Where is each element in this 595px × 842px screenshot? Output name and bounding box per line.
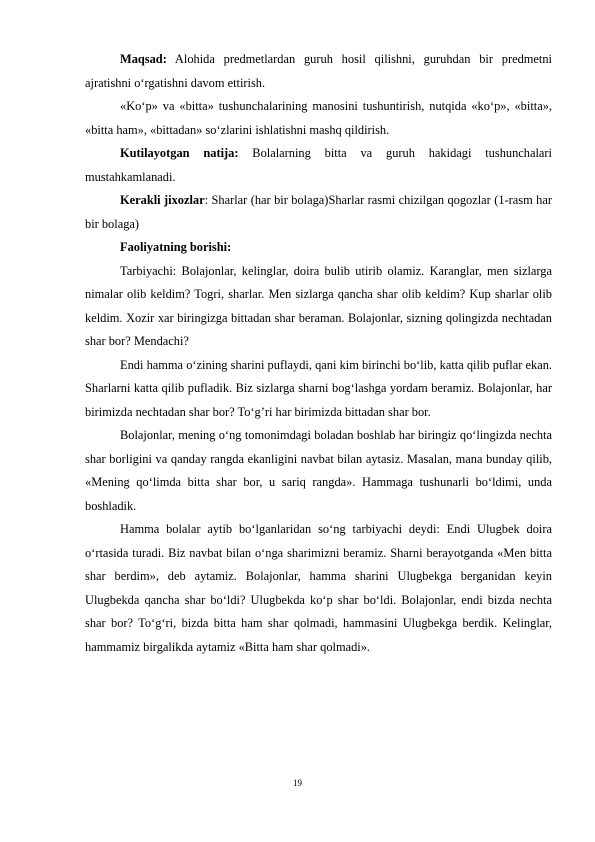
- activity-heading: Faoliyatning borishi:: [120, 240, 232, 254]
- expected-result-label: Kutilayotgan natija:: [120, 146, 239, 160]
- goal-continuation-paragraph: «Ko‘p» va «bitta» tushunchalarining manosini tushuntirish, nutqida «ko‘p», «bitta», «bitta ham», «bittadan» so‘zlarini ishlatishni mashq qildirish.: [85, 99, 552, 137]
- expected-result-text: Bolalarning bitta va guruh hakidagi tushunchalari mustahkamlanadi.: [85, 146, 552, 184]
- equipment-label: Kerakli jixozlar: [120, 193, 205, 207]
- document-page: [85, 48, 552, 659]
- activity-paragraph-4: Hamma bolalar aytib bo‘lganlaridan so‘ng tarbiyachi deydi: Endi Ulugbek doira o‘rtasida turadi. Biz navbat bilan o‘nga sharimizni beramiz. Sharni berayotganda «Men bitta shar berdim», deb aytamiz. Bolajonlar, hamma sharini Ulugbekga berganidan keyin Ulugbekda qancha shar bo‘ldi? Ulugbekda ko‘p shar bo‘ldi. Bolajonlar, endi bizda nechta shar bor? To‘g‘ri, bizda bitta ham shar qolmadi, hammasini Ulugbekga berdik. Kelinglar, hammamiz birgalikda aytamiz «Bitta ham shar qolmadi».: [85, 522, 552, 654]
- goal-label: Maqsad:: [120, 52, 167, 66]
- page-number: 19: [293, 778, 302, 788]
- activity-paragraph-3: Bolajonlar, mening o‘ng tomonimdagi boladan boshlab har biringiz qo‘lingizda nechta shar borligini va qanday rangda ekanligini navbat bilan aytasiz. Masalan, mana bunday qilib, «Mening qo‘limda bitta shar bor, u sariq rangda». Hammaga tushunarli bo‘ldimi, unda boshladik.: [85, 428, 552, 513]
- expected-result-paragraph: [85, 142, 552, 189]
- goal-text: Alohida predmetlardan guruh hosil qilishni, guruhdan bir predmetni ajratishni o‘rgatishni davom ettirish.: [85, 52, 552, 90]
- equipment-paragraph: [85, 189, 552, 236]
- goal-paragraph: [85, 48, 552, 95]
- equipment-text: : Sharlar (har bir bolaga)Sharlar rasmi chizilgan qogozlar (1-rasm har bir bolaga): [85, 193, 552, 231]
- activity-paragraph-1: Tarbiyachi: Bolajonlar, kelinglar, doira bulib utirib olamiz. Karanglar, men sizlarga nimalar olib keldim? Togri, sharlar. Men sizlarga qancha shar olib keldim? Kup sharlar olib keldim. Xozir xar biringizga bittadan shar beraman. Bolajonlar, sizning qolingizda nechtadan shar bor? Mendachi?: [85, 263, 552, 348]
- activity-paragraph-2: Endi hamma o‘zining sharini puflaydi, qani kim birinchi bo‘lib, katta qilib puflar ekan. Sharlarni katta qilib pufladik. Biz sizlarga sharni bog‘lashga yordam beramiz. Bolajonlar, har birimizda nechtadan shar bor? To‘g’ri har birimizda bittadan shar bor.: [85, 357, 552, 419]
